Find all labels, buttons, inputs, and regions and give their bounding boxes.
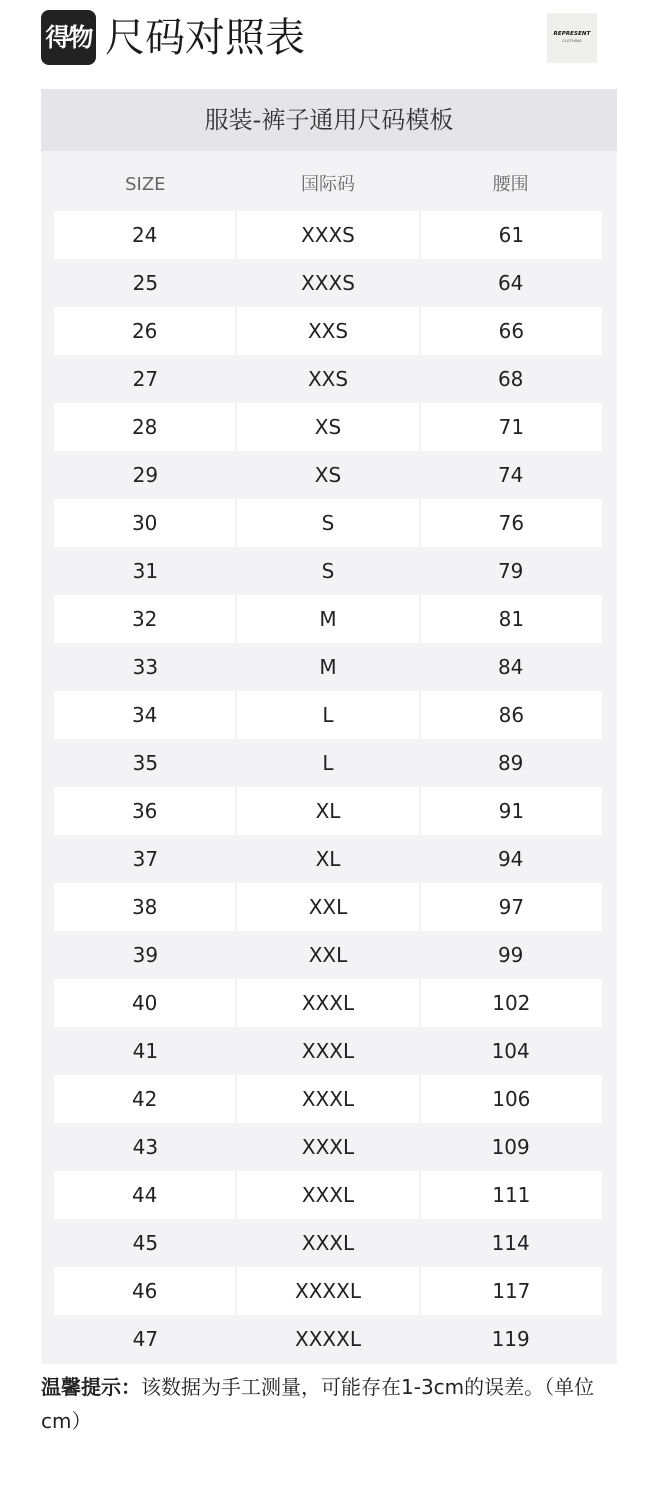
- table-row: [54, 1267, 602, 1315]
- cell-waist: 109: [491, 1135, 530, 1159]
- cell-waist: 102: [419, 979, 602, 1027]
- cell-waist: 117: [419, 1267, 602, 1315]
- cell-waist: 81: [419, 595, 602, 643]
- cell-waist: 76: [419, 499, 602, 547]
- table-row: [54, 979, 602, 1027]
- table-row: [54, 1027, 602, 1075]
- cell-international: XS: [314, 463, 342, 487]
- cell-size: 36: [54, 787, 235, 835]
- page-header: [41, 10, 617, 66]
- table-row: [54, 931, 602, 979]
- table-row: [54, 1219, 602, 1267]
- cell-waist: 68: [497, 367, 524, 391]
- cell-international: XXXL: [301, 1135, 355, 1159]
- column-header-international: 国际码: [301, 174, 355, 195]
- cell-size: 35: [132, 751, 159, 775]
- cell-waist: 99: [497, 943, 524, 967]
- cell-international: XXL: [235, 883, 418, 931]
- cell-international: XL: [235, 787, 418, 835]
- cell-waist: 64: [497, 271, 524, 295]
- table-row: [54, 1075, 602, 1123]
- cell-waist: 86: [419, 691, 602, 739]
- table-row: [54, 1315, 602, 1363]
- tip-label: 温馨提示：: [41, 1375, 141, 1399]
- table-row: [54, 355, 602, 403]
- cell-waist: 111: [419, 1171, 602, 1219]
- cell-international: XXXS: [301, 271, 355, 295]
- table-row: [54, 307, 602, 355]
- cell-size: 44: [54, 1171, 235, 1219]
- table-header: [54, 159, 602, 211]
- cell-waist: 114: [491, 1231, 530, 1255]
- cell-size: 37: [132, 847, 159, 871]
- cell-size: 41: [132, 1039, 159, 1063]
- cell-waist: 66: [419, 307, 602, 355]
- brand-logo: [547, 13, 597, 63]
- table-body: [54, 211, 602, 1363]
- cell-size: 29: [132, 463, 159, 487]
- cell-size: 45: [132, 1231, 159, 1255]
- cell-size: 40: [54, 979, 235, 1027]
- cell-international: XXXL: [301, 1039, 355, 1063]
- cell-international: XXXL: [235, 979, 418, 1027]
- cell-international: XXS: [235, 307, 418, 355]
- cell-international: XS: [235, 403, 418, 451]
- page-title: 尺码对照表: [105, 15, 305, 61]
- cell-size: 31: [132, 559, 159, 583]
- cell-size: 33: [132, 655, 159, 679]
- table-row: [54, 787, 602, 835]
- cell-international: XXS: [307, 367, 349, 391]
- cell-size: 34: [54, 691, 235, 739]
- cell-size: 26: [54, 307, 235, 355]
- cell-waist: 97: [419, 883, 602, 931]
- cell-international: L: [235, 691, 418, 739]
- cell-international: L: [322, 751, 334, 775]
- cell-international: M: [319, 655, 337, 679]
- table-row: [54, 499, 602, 547]
- cell-international: XL: [315, 847, 341, 871]
- cell-waist: 79: [497, 559, 524, 583]
- table-row: [54, 403, 602, 451]
- table-row: [54, 211, 602, 259]
- brand-sub: CLOTHING: [562, 39, 582, 43]
- cell-size: 27: [132, 367, 159, 391]
- cell-international: XXXL: [301, 1231, 355, 1255]
- cell-waist: 84: [497, 655, 524, 679]
- table-row: [54, 1171, 602, 1219]
- cell-waist: 89: [497, 751, 524, 775]
- cell-waist: 94: [497, 847, 524, 871]
- cell-waist: 91: [419, 787, 602, 835]
- table-row: [54, 547, 602, 595]
- cell-size: 47: [132, 1327, 159, 1351]
- table-row: [54, 259, 602, 307]
- cell-size: 25: [132, 271, 159, 295]
- cell-international: XXXL: [235, 1171, 418, 1219]
- cell-international: XXXXL: [235, 1267, 418, 1315]
- cell-international: S: [235, 499, 418, 547]
- cell-waist: 104: [491, 1039, 530, 1063]
- table-row: [54, 451, 602, 499]
- cell-size: 28: [54, 403, 235, 451]
- cell-size: 38: [54, 883, 235, 931]
- brand-name: REPRESENT: [553, 31, 591, 37]
- cell-size: 39: [132, 943, 159, 967]
- cell-international: XXXS: [235, 211, 418, 259]
- table-row: [54, 739, 602, 787]
- column-header-waist: 腰围: [492, 174, 529, 195]
- cell-waist: 74: [497, 463, 524, 487]
- table-row: [54, 691, 602, 739]
- cell-waist: 119: [491, 1327, 530, 1351]
- table-row: [54, 835, 602, 883]
- cell-waist: 106: [419, 1075, 602, 1123]
- cell-international: S: [321, 559, 335, 583]
- cell-size: 46: [54, 1267, 235, 1315]
- cell-size: 43: [132, 1135, 159, 1159]
- table-row: [54, 883, 602, 931]
- cell-size: 24: [54, 211, 235, 259]
- column-header-size: SIZE: [125, 174, 166, 195]
- app-logo: 得物: [41, 10, 96, 65]
- cell-size: 42: [54, 1075, 235, 1123]
- tip-note: [41, 1370, 621, 1438]
- cell-international: XXXXL: [295, 1327, 361, 1351]
- cell-waist: 71: [419, 403, 602, 451]
- tip-text: 该数据为手工测量，可能存在1-3cm的误差。（单位cm）: [41, 1375, 595, 1433]
- cell-international: XXL: [308, 943, 348, 967]
- table-row: [54, 643, 602, 691]
- size-chart-table: [41, 89, 617, 1364]
- table-row: [54, 1123, 602, 1171]
- cell-waist: 61: [419, 211, 602, 259]
- cell-size: 30: [54, 499, 235, 547]
- cell-international: M: [235, 595, 418, 643]
- table-title: 服装-裤子通用尺码模板: [41, 89, 617, 151]
- cell-size: 32: [54, 595, 235, 643]
- cell-international: XXXL: [235, 1075, 418, 1123]
- table-row: [54, 595, 602, 643]
